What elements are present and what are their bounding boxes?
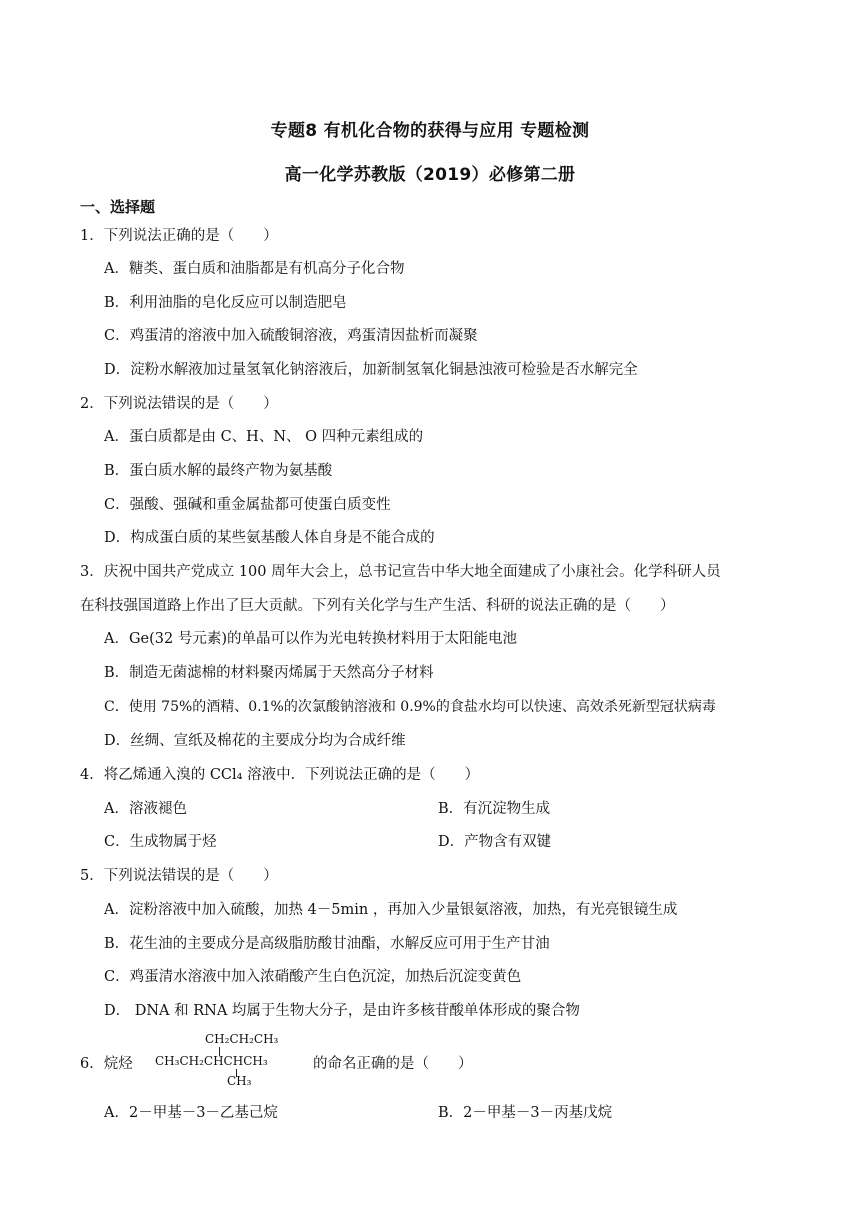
- question-6-option-a: A．2－甲基－3－乙基己烷: [104, 1105, 278, 1121]
- question-4-option-d: D．产物含有双键: [438, 834, 552, 850]
- question-4-stem: 4．将乙烯通入溴的 CCl₄ 溶液中．下列说法正确的是（ ）: [80, 767, 480, 783]
- question-1-option-b: B．利用油脂的皂化反应可以制造肥皂: [104, 295, 347, 311]
- structural-formula: [153, 1030, 283, 1090]
- page-title: 专题8 有机化合物的获得与应用 专题检测: [270, 121, 590, 141]
- formula-branch-bottom: CH₃: [227, 1074, 252, 1088]
- question-3-option-a: A．Ge(32 号元素)的单晶可以作为光电转换材料用于太阳能电池: [104, 631, 518, 647]
- question-5-option-b: B．花生油的主要成分是高级脂肪酸甘油酯，水解反应可用于生产甘油: [104, 936, 550, 952]
- question-5-stem: 5．下列说法错误的是（ ）: [80, 868, 278, 884]
- page-subtitle: 高一化学苏教版（2019）必修第二册: [284, 165, 576, 185]
- formula-main-chain: CH₃CH₂CHCHCH₃: [155, 1054, 268, 1068]
- question-3-stem-line2: 在科技强国道路上作出了巨大贡献。下列有关化学与生产生活、科研的说法正确的是（ ）: [80, 598, 675, 614]
- question-6-stem-suffix: 的命名正确的是（ ）: [313, 1056, 473, 1072]
- question-6-option-b: B．2－甲基－3－丙基戊烷: [438, 1105, 613, 1121]
- question-2-stem: 2．下列说法错误的是（ ）: [80, 396, 278, 412]
- question-4-option-b: B．有沉淀物生成: [438, 801, 551, 817]
- question-1-option-d: D．淀粉水解液加过量氢氧化钠溶液后，加新制氢氧化铜悬浊液可检验是否水解完全: [104, 362, 638, 378]
- question-3-option-b: B．制造无菌滤棉的材料聚丙烯属于天然高分子材料: [104, 665, 434, 681]
- question-1-option-c: C．鸡蛋清的溶液中加入硫酸铜溶液，鸡蛋清因盐析而凝聚: [104, 328, 478, 344]
- question-3-option-d: D．丝绸、宣纸及棉花的主要成分均为合成纤维: [104, 733, 406, 749]
- question-2-option-d: D．构成蛋白质的某些氨基酸人体自身是不能合成的: [104, 530, 435, 546]
- question-3-stem-line1: 3．庆祝中国共产党成立 100 周年大会上，总书记宣告中华大地全面建成了小康社会。化学科研人员: [80, 564, 721, 580]
- question-3-option-c: C．使用 75%的酒精、0.1%的次氯酸钠溶液和 0.9%的食盐水均可以快速、高效杀死新型冠状病毒: [104, 699, 716, 715]
- question-5-option-d: D． DNA 和 RNA 均属于生物大分子，是由许多核苷酸单体形成的聚合物: [104, 1003, 580, 1019]
- question-2-option-a: A．蛋白质都是由 C、H、N、 O 四种元素组成的: [104, 429, 424, 445]
- question-5-option-a: A．淀粉溶液中加入硫酸，加热 4－5min ，再加入少量银氨溶液，加热，有光亮银镜生成: [104, 902, 678, 918]
- question-4-option-a: A．溶液褪色: [104, 801, 187, 817]
- section-heading: 一、选择题: [80, 198, 156, 216]
- question-4-option-c: C．生成物属于烃: [104, 834, 217, 850]
- question-1-stem: 1．下列说法正确的是（ ）: [80, 228, 278, 244]
- question-6-stem-prefix: 6．烷烃: [80, 1056, 133, 1072]
- question-2-option-b: B．蛋白质水解的最终产物为氨基酸: [104, 463, 333, 479]
- question-5-option-c: C．鸡蛋清水溶液中加入浓硝酸产生白色沉淀，加热后沉淀变黄色: [104, 969, 522, 985]
- formula-branch-top: CH₂CH₂CH₃: [205, 1032, 279, 1046]
- question-1-option-a: A．糖类、蛋白质和油脂都是有机高分子化合物: [104, 261, 405, 277]
- question-2-option-c: C．强酸、强碱和重金属盐都可使蛋白质变性: [104, 497, 391, 513]
